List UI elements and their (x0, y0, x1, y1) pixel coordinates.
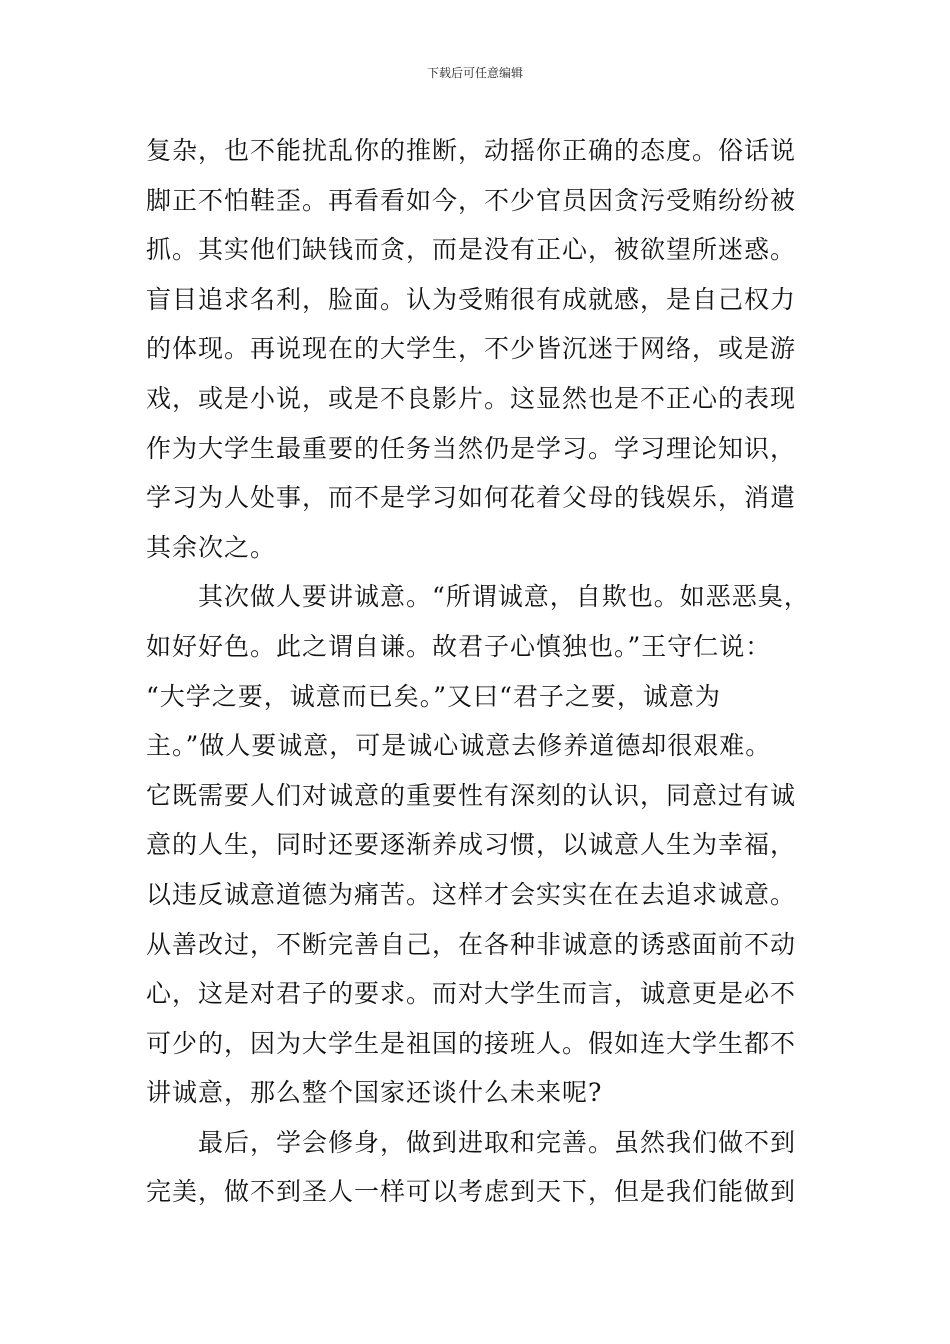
text-line: 戏，或是小说，或是不良影片。这显然也是不正心的表现 (146, 383, 797, 413)
text-line: 其次做人要讲诚意。“所谓诚意，自欺也。如恶恶臭， (146, 582, 810, 612)
text-line: 学习为人处事，而不是学习如何花着父母的钱娱乐，消遣 (146, 483, 797, 513)
text-line: 完美，做不到圣人一样可以考虑到天下，但是我们能做到 (146, 1177, 797, 1207)
text-line: 如好好色。此之谓自谦。故君子心慎独也。”王守仁说： (146, 631, 772, 661)
text-line: 意的人生，同时还要逐渐养成习惯，以诚意人生为幸福， (146, 830, 797, 860)
text-line: 从善改过，不断完善自己，在各种非诚意的诱惑面前不动 (146, 929, 797, 959)
body-text (146, 126, 836, 1217)
text-line: 讲诚意，那么整个国家还谈什么未来呢? (146, 1078, 603, 1108)
text-line: 它既需要人们对诚意的重要性有深刻的认识，同意过有诚 (146, 780, 797, 810)
text-line: 盲目追求名利，脸面。认为受贿很有成就感，是自己权力 (146, 284, 797, 314)
text-line: 其余次之。 (146, 532, 277, 562)
text-line: 复杂，也不能扰乱你的推断，动摇你正确的态度。俗话说 (146, 136, 797, 165)
text-line: 的体现。再说现在的大学生，不少皆沉迷于网络，或是游 (146, 334, 797, 364)
text-line: 抓。其实他们缺钱而贪，而是没有正心，被欲望所迷惑。 (146, 235, 797, 265)
text-line: 可少的，因为大学生是祖国的接班人。假如连大学生都不 (146, 1028, 797, 1058)
text-line: 脚正不怕鞋歪。再看看如今，不少官员因贪污受贿纷纷被 (146, 185, 797, 215)
text-line: 以违反诚意道德为痛苦。这样才会实实在在去追求诚意。 (146, 879, 797, 909)
text-line: 最后，学会修身，做到进取和完善。虽然我们做不到 (146, 1127, 797, 1157)
text-line: 主。”做人要诚意，可是诚心诚意去修养道德却很艰难。 (146, 731, 772, 761)
text-line: 作为大学生最重要的任务当然仍是学习。学习理论知识， (146, 433, 797, 463)
text-line: 心，这是对君子的要求。而对大学生而言，诚意更是必不 (146, 979, 797, 1009)
text-line: “大学之要，诚意而已矣。”又曰“君子之要，诚意为 (146, 681, 721, 711)
page-header: 下载后可任意编辑 (426, 66, 523, 80)
